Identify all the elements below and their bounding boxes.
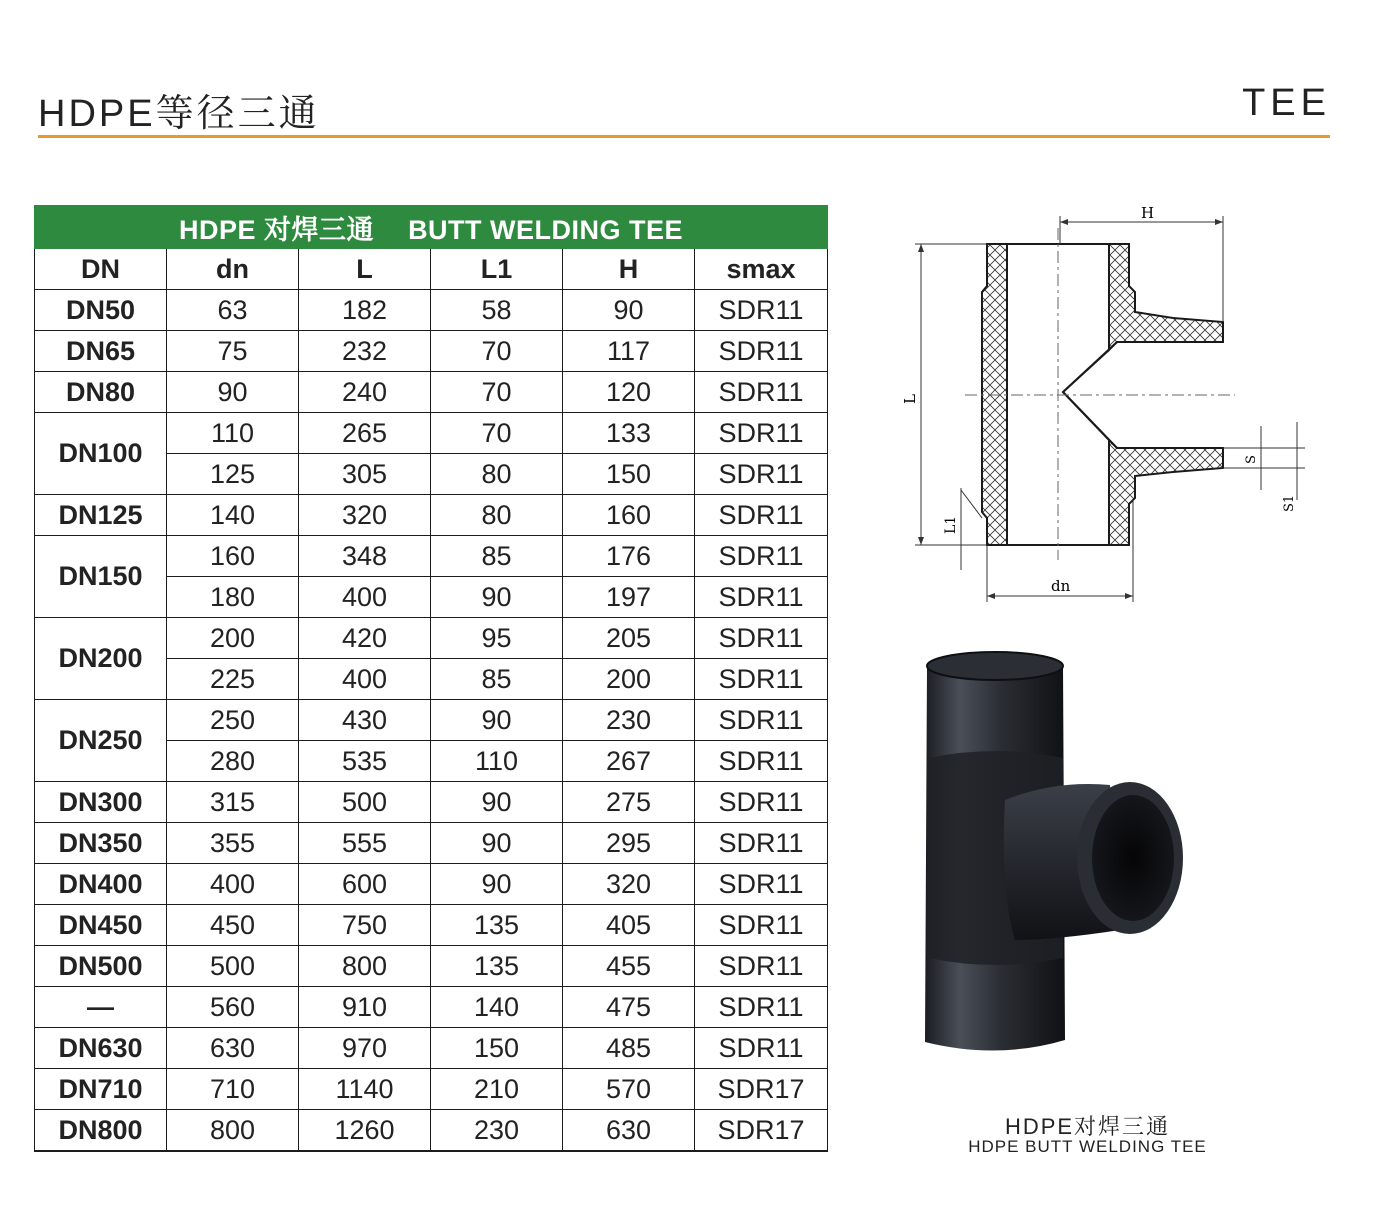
cell-l1: 58 [431,290,563,331]
cell-l: 305 [299,454,431,495]
column-header-dn-nominal: DN [35,249,167,290]
dimension-h [1060,216,1223,322]
cell-smax: SDR11 [695,741,828,782]
cell-dn: 160 [167,536,299,577]
right-lower-wall-section [1109,440,1223,545]
cell-dn: 110 [167,413,299,454]
cell-l1: 90 [431,823,563,864]
table-row [35,331,828,372]
cell-smax: SDR11 [695,659,828,700]
label-s1: S1 [1282,494,1297,512]
cell-l1: 135 [431,946,563,987]
cell-l: 400 [299,659,431,700]
cell-dn: 63 [167,290,299,331]
cell-dn-nominal: DN800 [35,1110,167,1152]
cell-dn-nominal: DN50 [35,290,167,331]
label-l: L [901,394,919,404]
cell-dn-nominal: DN150 [35,536,167,618]
cell-l1: 70 [431,331,563,372]
cell-l: 1140 [299,1069,431,1110]
cell-dn-nominal: — [35,987,167,1028]
cell-l: 535 [299,741,431,782]
cell-dn: 450 [167,905,299,946]
cell-smax: SDR11 [695,1028,828,1069]
cell-l: 265 [299,413,431,454]
page-title-cn: HDPE等径三通 [38,93,320,135]
cell-h: 275 [563,782,695,823]
cell-smax: SDR11 [695,413,828,454]
cell-l: 910 [299,987,431,1028]
photo-caption-cn: HDPE对焊三通 [1004,1114,1171,1139]
label-l1: L1 [943,515,959,534]
cell-dn-nominal: DN80 [35,372,167,413]
table-row [35,823,828,864]
cell-l: 420 [299,618,431,659]
tee-product-image [905,640,1205,1070]
cell-l: 500 [299,782,431,823]
product-photo [905,640,1205,1075]
cell-dn-nominal: DN400 [35,864,167,905]
column-header-h: H [563,249,695,290]
title-divider [38,135,1330,138]
cell-h: 630 [563,1110,695,1152]
cell-smax: SDR11 [695,905,828,946]
cell-h: 405 [563,905,695,946]
cell-smax: SDR17 [695,1110,828,1152]
table-body [35,290,828,1152]
label-h: H [1141,204,1155,222]
cell-h: 120 [563,372,695,413]
tee-branch-bore [1092,795,1174,921]
cell-l: 555 [299,823,431,864]
cell-dn-nominal: DN500 [35,946,167,987]
cell-dn-nominal: DN630 [35,1028,167,1069]
cell-smax: SDR11 [695,495,828,536]
cell-l: 400 [299,577,431,618]
cell-dn: 180 [167,577,299,618]
cell-l1: 90 [431,700,563,741]
table-row [35,905,828,946]
cell-smax: SDR11 [695,864,828,905]
cell-l: 320 [299,495,431,536]
table-row [35,1069,828,1110]
cell-h: 267 [563,741,695,782]
table-row [35,495,828,536]
label-dn: dn [1051,577,1071,595]
cell-dn-nominal: DN350 [35,823,167,864]
cell-dn: 630 [167,1028,299,1069]
cell-h: 570 [563,1069,695,1110]
cell-smax: SDR11 [695,331,828,372]
column-header-smax: smax [695,249,828,290]
table-header-row [35,249,828,290]
dimension-l1 [961,488,982,570]
cell-h: 176 [563,536,695,577]
cell-l: 240 [299,372,431,413]
cell-l1: 210 [431,1069,563,1110]
cell-h: 150 [563,454,695,495]
cell-l1: 135 [431,905,563,946]
cell-l: 430 [299,700,431,741]
cell-dn: 75 [167,331,299,372]
cell-l1: 140 [431,987,563,1028]
cell-dn: 250 [167,700,299,741]
cell-dn-nominal: DN100 [35,413,167,495]
cell-dn-nominal: DN200 [35,618,167,700]
cell-l1: 85 [431,536,563,577]
cell-h: 295 [563,823,695,864]
label-s: S [1244,455,1259,464]
column-header-dn: dn [167,249,299,290]
cell-dn: 315 [167,782,299,823]
cell-dn-nominal: DN250 [35,700,167,782]
cell-l1: 70 [431,413,563,454]
cell-l1: 90 [431,577,563,618]
column-header-l: L [299,249,431,290]
cell-h: 133 [563,413,695,454]
tee-cross-section-drawing [895,200,1315,620]
cell-l: 182 [299,290,431,331]
cell-dn: 125 [167,454,299,495]
cell-dn: 800 [167,1110,299,1152]
table-row [35,290,828,331]
cell-dn: 280 [167,741,299,782]
cell-l1: 80 [431,495,563,536]
cell-h: 485 [563,1028,695,1069]
table-row [35,1110,828,1152]
cell-smax: SDR11 [695,946,828,987]
cell-dn: 90 [167,372,299,413]
cell-dn: 560 [167,987,299,1028]
table-row [35,864,828,905]
cell-h: 117 [563,331,695,372]
cell-smax: SDR11 [695,536,828,577]
cell-dn: 225 [167,659,299,700]
table-row [35,987,828,1028]
cell-dn: 200 [167,618,299,659]
table-banner-en: BUTT WELDING TEE [408,214,684,245]
cell-smax: SDR11 [695,700,828,741]
cell-h: 160 [563,495,695,536]
cell-dn-nominal: DN450 [35,905,167,946]
cell-smax: SDR11 [695,577,828,618]
cell-l1: 230 [431,1110,563,1152]
cell-smax: SDR11 [695,823,828,864]
cell-l: 1260 [299,1110,431,1152]
cell-smax: SDR11 [695,290,828,331]
cell-l1: 80 [431,454,563,495]
cell-dn: 140 [167,495,299,536]
cell-h: 197 [563,577,695,618]
table-row [35,536,828,577]
table-row [35,782,828,823]
table-row [35,372,828,413]
cell-l1: 150 [431,1028,563,1069]
cell-l1: 90 [431,782,563,823]
column-header-l1: L1 [431,249,563,290]
cell-h: 200 [563,659,695,700]
cell-dn: 500 [167,946,299,987]
cell-l: 800 [299,946,431,987]
cell-l: 970 [299,1028,431,1069]
cell-smax: SDR11 [695,987,828,1028]
cell-l: 600 [299,864,431,905]
table-row [35,946,828,987]
cell-dn-nominal: DN125 [35,495,167,536]
spec-table [34,205,828,1152]
tee-top-opening [927,652,1063,680]
table-row [35,1028,828,1069]
cell-dn: 355 [167,823,299,864]
table-row [35,618,828,659]
cell-dn-nominal: DN710 [35,1069,167,1110]
table-row [35,413,828,454]
right-upper-wall-section [1109,244,1223,350]
table-banner-cn: HDPE 对焊三通 [179,214,375,245]
cell-dn: 400 [167,864,299,905]
cell-h: 455 [563,946,695,987]
cell-l: 348 [299,536,431,577]
cell-smax: SDR11 [695,782,828,823]
technical-drawing [895,200,1315,625]
cell-h: 475 [563,987,695,1028]
cell-h: 90 [563,290,695,331]
cell-l: 232 [299,331,431,372]
photo-caption-en: HDPE BUTT WELDING TEE [968,1137,1207,1156]
cell-h: 320 [563,864,695,905]
cell-l1: 70 [431,372,563,413]
cell-smax: SDR17 [695,1069,828,1110]
cell-l1: 90 [431,864,563,905]
cell-l: 750 [299,905,431,946]
dimension-s [1223,422,1305,500]
cell-dn: 710 [167,1069,299,1110]
table-row [35,700,828,741]
table-banner [35,206,828,249]
cell-l1: 85 [431,659,563,700]
cell-h: 230 [563,700,695,741]
cell-dn-nominal: DN65 [35,331,167,372]
cell-l1: 110 [431,741,563,782]
cell-l1: 95 [431,618,563,659]
page-title-en: TEE [1242,82,1331,124]
cell-smax: SDR11 [695,372,828,413]
cell-smax: SDR11 [695,618,828,659]
cell-h: 205 [563,618,695,659]
cell-dn-nominal: DN300 [35,782,167,823]
cell-smax: SDR11 [695,454,828,495]
